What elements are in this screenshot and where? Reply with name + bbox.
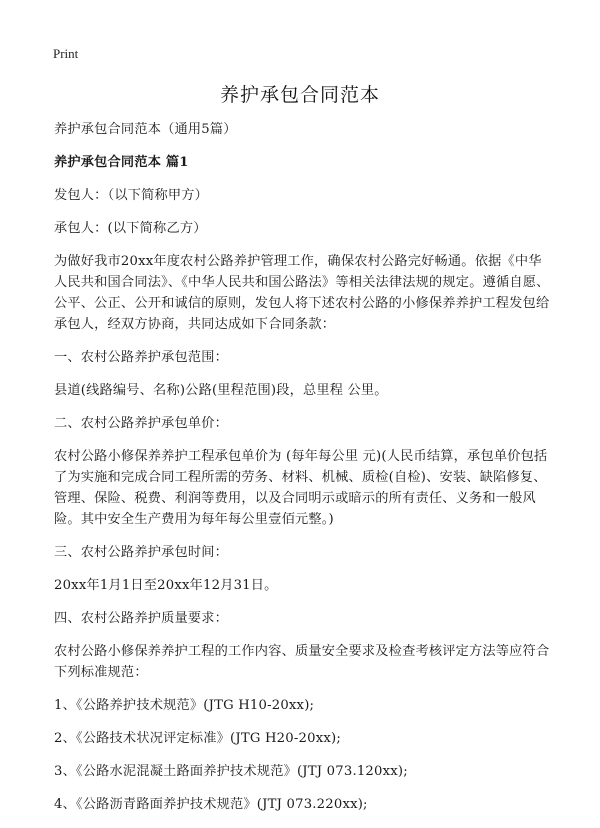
list-item: 3、《公路水泥混凝土路面养护技术规范》(JTJ 073.120xx); <box>54 764 408 779</box>
paragraph-scope: 县道(线路编号、名称)公路(里程范围)段，总里程 公里。 <box>54 383 388 398</box>
paragraph-preamble: 为做好我市20xx年度农村公路养护管理工作，确保农村公路完好畅通。依据《中华人民共和国合同法》、《中华人民共和国公路法》等相关法律法规的规定。遵循自愿、公平、公正、公开和诚信的原则，发包人将下述农村公路的小修保养养护工程发包给承包人，经双方协商，共同达成如下合同条款： <box>54 254 550 332</box>
list-item: 2、《公路技术状况评定标准》(JTG H20-20xx); <box>54 731 341 746</box>
document-subtitle: 养护承包合同范本（通用5篇） <box>54 122 237 137</box>
paragraph-term: 20xx年1月1日至20xx年12月31日。 <box>54 578 278 593</box>
heading-unit-price: 二、农村公路养护承包单价： <box>54 416 229 431</box>
paragraph-issuer: 发包人：（以下简称甲方） <box>54 188 209 203</box>
heading-scope: 一、农村公路养护承包范围： <box>54 350 229 365</box>
paragraph-unit-price: 农村公路小修保养养护工程承包单价为 (每年每公里 元)(人民币结算，承包单价包括了为实施和完成合同工程所需的劳务、材料、机械、质检(自检)、安装、缺陷修复、管理、保险、税费、利润等费用，以及合同明示或暗示的所有责任、义务和一般风险。其中安全生产费用为每年每公里壹佰元整。) <box>54 449 548 527</box>
page-title: 养护承包合同范本 <box>219 84 380 106</box>
list-item: 1、《公路养护技术规范》(JTG H10-20xx); <box>54 698 315 713</box>
section-heading: 养护承包合同范本 篇1 <box>54 155 189 170</box>
print-link[interactable]: Print <box>53 46 79 61</box>
heading-quality: 四、农村公路养护质量要求： <box>54 611 229 626</box>
paragraph-quality: 农村公路小修保养养护工程的工作内容、质量安全要求及检查考核评定方法等应符合下列标准规范： <box>54 644 550 680</box>
heading-term: 三、农村公路养护承包时间： <box>54 545 229 560</box>
document-body <box>54 119 554 827</box>
list-item: 4、《公路沥青路面养护技术规范》(JTJ 073.220xx); <box>54 797 368 812</box>
paragraph-contractor: 承包人：(以下简称乙方） <box>54 221 207 236</box>
